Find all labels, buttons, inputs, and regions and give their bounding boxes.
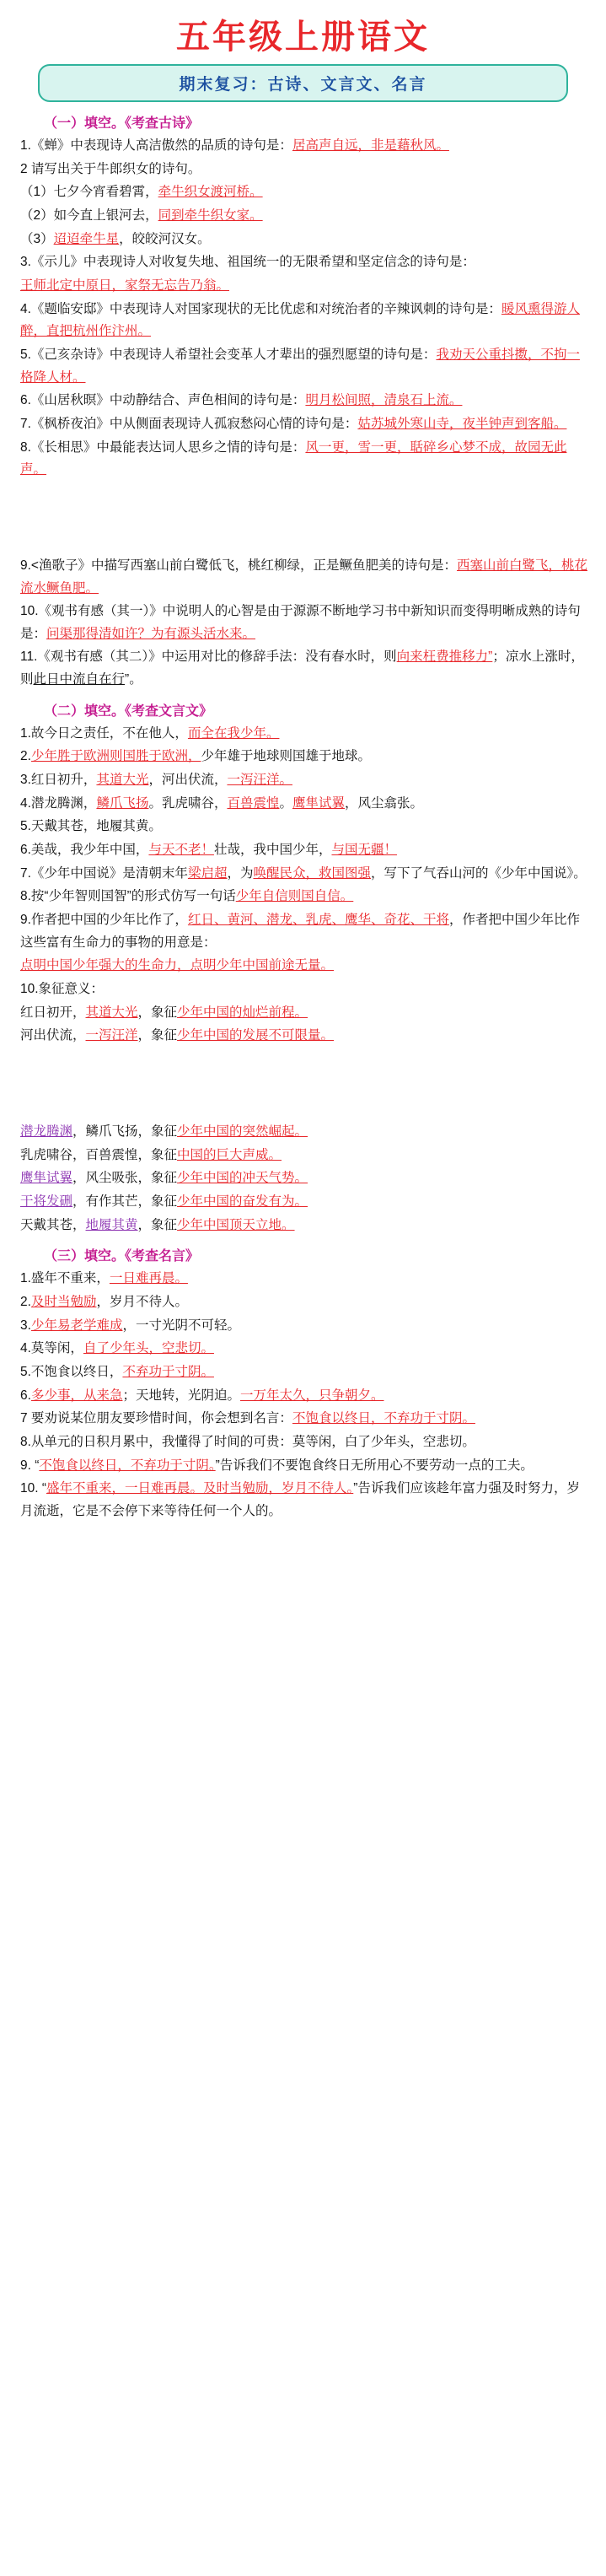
question-line [15,251,591,274]
text-span: 1.故今日之责任，不在他人， [20,725,188,741]
text-span: ，象征 [137,1028,178,1043]
answer-span: 少年自信则国自信。 [235,889,354,904]
subtitle-text: 期末复习：古诗、文言文、名言 [179,76,427,94]
text-span: 乳虎啸谷，百兽震惶，象征 [20,1147,178,1162]
answer-span: 而全在我少年。 [187,725,280,741]
answer-span: 我劝天公重抖擞，不拘一格降人材。 [20,347,580,385]
spacer [15,482,591,555]
text-span: ”告诉我们不要饱食终日无所用心不要劳动一点的工夫。 [215,1458,534,1473]
text-span: 5.不饱食以终日， [20,1364,123,1379]
text-span: 。 [279,795,292,811]
text-span: （2）如今直上银河去， [20,207,158,223]
text-span: 壮哉，我中国少年， [213,843,332,858]
text-span: 天戴其苍， [20,1217,86,1232]
question-line [15,746,591,768]
question-line [15,1315,591,1338]
answer-span: 向来枉费推移力” [396,649,493,665]
question-line [15,769,591,792]
text-span: 2. [20,1294,31,1309]
answer-span: 与国无疆！ [331,843,397,858]
question-line [15,1385,591,1408]
answer-span: 姑苏城外寒山寺，夜半钟声到客船。 [357,416,567,431]
answer-span: 少年中国的突然崛起。 [177,1124,308,1139]
text-span: 6.《山居秋暝》中动静结合、声色相间的诗句是： [20,393,306,408]
answer-span: 鹰隼试翼 [292,795,346,811]
answer-span: 自了少年头，空悲切。 [83,1341,214,1356]
question-line [15,1145,591,1167]
question-line [15,978,591,1001]
question-line [15,437,591,482]
question-line [15,1361,591,1384]
answer-span: 一日难再晨。 [109,1271,188,1286]
answer-span: 一万年太久，只争朝夕。 [239,1388,384,1403]
question-line [15,1478,591,1522]
question-line [15,1408,591,1431]
text-span: 5.天戴其苍，地履其黄。 [20,819,162,834]
answer-span: 少年中国顶天立地。 [177,1217,295,1232]
text-span: ，为 [227,865,254,881]
text-span: 8.按“少年智则国智”的形式仿写一句话 [20,889,236,904]
question-line [15,1167,591,1190]
answer-span: 多少事，从来急 [30,1388,123,1403]
text-span: 。乳虎啸谷， [148,795,228,811]
text-span: 3.红日初升， [20,773,97,788]
text-span: ，皎皎河汉女。 [119,231,211,246]
text-span: 红日初开， [20,1005,86,1020]
question-line [15,1291,591,1314]
worksheet-content [15,112,591,1522]
text-span: 4.莫等闲， [20,1341,83,1356]
text-span: 河出伏流， [20,1028,86,1043]
answer-span: 唤醒民众，救国图强 [253,865,371,881]
question-line [15,1455,591,1478]
question-line [15,181,591,204]
answer-span: 牵牛织女渡河桥。 [158,185,263,200]
question-line [15,299,591,343]
answer-span: 鹰隼试翼 [20,1171,73,1186]
text-span: 10. “ [20,1481,47,1496]
text-span: ，岁月不待人。 [96,1294,188,1309]
text-span: ，象征 [137,1217,178,1232]
answer-span: 同到牵牛织女家。 [158,207,263,223]
answer-span: 点明中国少年强大的生命力，点明少年中国前途无量。 [20,958,335,973]
text-span: 3.《示儿》中表现诗人对收复失地、祖国统一的无限希望和坚定信念的诗句是： [20,255,475,270]
question-line [15,275,591,298]
answer-span: 西塞山前白鹭飞，桃花流水鳜鱼肥。 [20,558,587,595]
answer-span: 一泻汪洋 [85,1028,138,1043]
answer-span: 少年中国的灿烂前程。 [177,1005,308,1020]
text-span: 9.作者把中国的少年比作了， [20,913,188,928]
question-line [15,886,591,908]
answer-span: 与天不老！ [148,843,214,858]
answer-span: 中国的巨大声威。 [177,1147,282,1162]
text-span: 4.《题临安邸》中表现诗人对国家现状的无比优虑和对统治者的辛辣讽刺的诗句是： [20,301,501,316]
question-line [15,1268,591,1291]
answer-span: 其道大光 [85,1005,138,1020]
answer-span: 王师北定中原日，家祭无忘告乃翁。 [20,278,230,293]
text-span: ，有作其芒，象征 [72,1194,178,1209]
text-span: 7.《少年中国说》是清朝末年 [20,865,188,881]
text-span: 7 要劝说某位朋友要珍惜时间，你会想到名言： [20,1411,292,1426]
text-span: 11.《观书有感（其二）》中运用对比的修辞手法：没有春水时，则 [20,649,397,665]
question-line [15,1121,591,1144]
answer-span: 少年中国的发展不可限量。 [177,1028,335,1043]
text-span: ，象征 [137,1005,178,1020]
question-line [15,390,591,412]
question-line [15,413,591,436]
answer-span: 盛年不重来，一日难再晨。及时当勉励，岁月不待人。 [46,1481,354,1496]
text-span: 1.《蝉》中表现诗人高洁傲然的品质的诗句是： [20,138,292,153]
answer-span: 其道大光 [96,773,149,788]
text-span: 8.从单元的日积月累中，我懂得了时间的可贵：莫等闲，白了少年头，空悲切。 [20,1434,475,1449]
question-line [15,601,591,645]
text-span: 10.象征意义： [20,982,105,996]
subtitle-banner [38,64,567,102]
answer-span: 干将发硎 [20,1194,73,1209]
answer-span: 少年易老学难成 [30,1318,123,1333]
answer-span: 少年中国的冲天气势。 [177,1171,308,1186]
question-line [15,1431,591,1454]
text-span: ，作者把中国少年比作这些富有生命力的事物的用意是： [20,913,580,950]
answer-span: 暖风熏得游人醉，直把杭州作汴州。 [20,301,580,339]
text-span: 6. [20,1388,31,1403]
answer-span: 不弃功于寸阴。 [122,1364,214,1379]
question-line [15,1025,591,1048]
answer-span: 居高声自远，非是藉秋风。 [292,138,449,153]
text-span: ，河出伏流， [148,773,228,788]
answer-span: 不饱食以终日，不弃功于寸阴。 [292,1411,475,1426]
page-title: 五年级上册语文 [176,18,430,56]
question-line [15,205,591,228]
question-line [15,135,591,158]
question-line [15,344,591,389]
section-heading: （三）填空。《考查名言》 [44,1249,200,1264]
text-span: ，风尘吸张，象征 [72,1171,178,1186]
answer-span: 红日、黄河、潜龙、乳虎、鹰华、奇花、干将 [187,913,449,928]
answer-span: 梁启超 [187,865,228,881]
text-span: ，写下了气吞山河的《少年中国说》。 [370,865,587,881]
question-line [15,839,591,862]
text-span: 7.《枫桥夜泊》中从侧面表现诗人孤寂愁闷心情的诗句是： [20,416,358,431]
question-line [15,1338,591,1361]
text-span: ，鳞爪飞扬，象征 [72,1124,178,1139]
text-span: ，风尘翕张。 [345,795,424,811]
answer-span: 此日中流自在行 [33,672,126,687]
question-line [15,555,591,600]
question-line [15,1215,591,1237]
question-line [15,1002,591,1025]
answer-span: 地履其黄 [85,1217,138,1232]
text-span: ；凉水上涨时，则 [20,649,584,687]
text-span: 4.潜龙腾渊， [20,795,97,811]
question-line [15,229,591,251]
answer-span: 百兽震惶 [227,795,280,811]
answer-span: 迢迢牵牛星 [53,231,120,246]
spacer [15,1048,591,1121]
question-line [15,863,591,886]
text-span: 2 请写出关于牛郎织女的诗句。 [20,161,201,176]
text-span: ；天地转，光阴迫。 [122,1388,240,1403]
question-line [15,646,591,691]
section-heading: （二）填空。《考查文言文》 [44,703,213,719]
answer-span: 潜龙腾渊 [20,1124,73,1139]
text-span: ”告诉我们应该趁年富力强及时努力，岁月流逝，它是不会停下来等待任何一个人的。 [20,1481,580,1518]
question-line [15,723,591,746]
answer-span: 问渠那得清如许？为有源头活水来。 [46,626,256,641]
text-span: 10.《观书有感（其一）》中说明人的心智是由于源源不断地学习书中新知识而变得明晰成熟的诗句是： [20,604,581,641]
text-span: 5.《己亥杂诗》中表现诗人希望社会变革人才辈出的强烈愿望的诗句是： [20,347,437,362]
question-line [15,955,591,978]
text-span: （3） [20,231,54,246]
question-line [15,793,591,816]
text-span: ，一寸光阴不可轻。 [122,1318,240,1333]
text-span: 9.<渔歌子》中描写西塞山前白鹭低飞，桃红柳绿，正是鳜鱼肥美的诗句是： [20,558,457,573]
answer-span: 风一更，雪一更，聒碎乡心梦不成，故园无此声。 [20,439,567,477]
text-span: 3. [20,1318,31,1333]
answer-span: 不饱食以终日，不弃功于寸阴。 [39,1458,216,1473]
answer-span: 鳞爪飞扬 [96,795,149,811]
question-line [15,1191,591,1214]
section-heading: （一）填空。《考查古诗》 [44,116,200,131]
text-span: （1）七夕今宵看碧霄， [20,185,158,200]
question-line [15,909,591,954]
text-span: 1.盛年不重来， [20,1271,110,1286]
text-span: 少年雄于地球则国雄于地球。 [201,749,371,764]
answer-span: 少年胜于欧洲则国胜于欧洲， [30,749,201,764]
text-span: 6.美哉，我少年中国， [20,843,149,858]
answer-span: 一泻汪洋。 [227,773,292,788]
text-span: ”。 [125,672,142,687]
question-line [15,159,591,181]
text-span: 8.《长相思》中最能表达词人思乡之情的诗句是： [20,439,306,455]
answer-span: 及时当勉励 [30,1294,97,1309]
answer-span: 明月松间照，清泉石上流。 [305,393,463,408]
text-span: 2. [20,749,31,764]
answer-span: 少年中国的奋发有为。 [177,1194,308,1209]
question-line [15,816,591,838]
text-span: 9. “ [20,1458,40,1473]
